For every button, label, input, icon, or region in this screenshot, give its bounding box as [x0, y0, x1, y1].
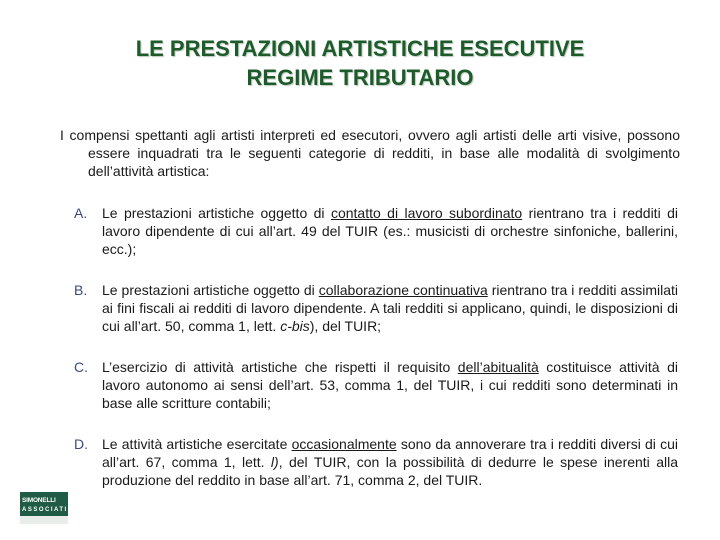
logo-bar — [20, 516, 68, 524]
item-text: Le attività artistiche esercitate occasionalmente sono da annoverare tra i redditi diversi di cui all’art. 67, comma 1, lett. l), del TUIR, con la possibilità di dedurre le spese inerenti alla produzione del reddito in base all’art. 71, comma 2, del TUIR. — [102, 436, 679, 488]
logo-line-2: ASSOCIATI — [22, 507, 68, 513]
title-line-2: REGIME TRIBUTARIO — [246, 65, 474, 90]
page-title — [40, 34, 680, 92]
item-letter: D. — [74, 436, 88, 452]
list-item-b — [74, 281, 678, 335]
item-letter: A. — [74, 205, 88, 221]
italic-term: c-bis — [280, 318, 310, 334]
title-line-1: LE PRESTAZIONI ARTISTICHE ESECUTIVE — [135, 36, 585, 61]
underlined-term: contatto di lavoro subordinato — [330, 205, 523, 221]
logo-line-1: SIMONELLI — [22, 497, 56, 504]
item-text: L’esercizio di attività artistiche che rispetti il requisito dell’abitualità costituisce attività di lavoro autonomo ai sensi dell’art. 53, comma 1, del TUIR, i cui redditi sono determinati in base alle scritture contabili; — [102, 359, 679, 411]
list-item-c — [74, 358, 678, 412]
item-text: Le prestazioni artistiche oggetto di contatto di lavoro subordinato rientrano tra i redditi di lavoro dipendente di cui all’art. 49 del TUIR (es.: musicisti di orchestre sinfoniche, ballerini, ecc.); — [102, 205, 678, 257]
item-letter: B. — [74, 282, 88, 298]
underlined-term: dell’abitualità — [457, 359, 539, 375]
firm-logo — [20, 492, 68, 524]
intro-text: I compensi spettanti agli artisti interpreti ed esecutori, ovvero agli artisti delle arti visive, possono essere inquadrati tra le seguenti categorie di redditi, in base alle modalità di svolgimento dell’attività artistica: — [60, 127, 680, 179]
underlined-term: occasionalmente — [291, 436, 397, 452]
list-item-a — [74, 204, 678, 258]
list-item-d — [74, 435, 678, 489]
underlined-term: collaborazione continuativa — [318, 282, 488, 298]
item-letter: C. — [74, 359, 88, 375]
italic-term: l) — [270, 454, 279, 470]
item-text: Le prestazioni artistiche oggetto di collaborazione continuativa rientrano tra i redditi assimilati ai fini fiscali ai redditi di lavoro dipendente. A tali redditi si applicano, quindi, le disposizioni di cui all’art. 50, comma 1, lett. c-bis), del TUIR; — [102, 282, 679, 334]
intro-paragraph — [60, 126, 680, 180]
